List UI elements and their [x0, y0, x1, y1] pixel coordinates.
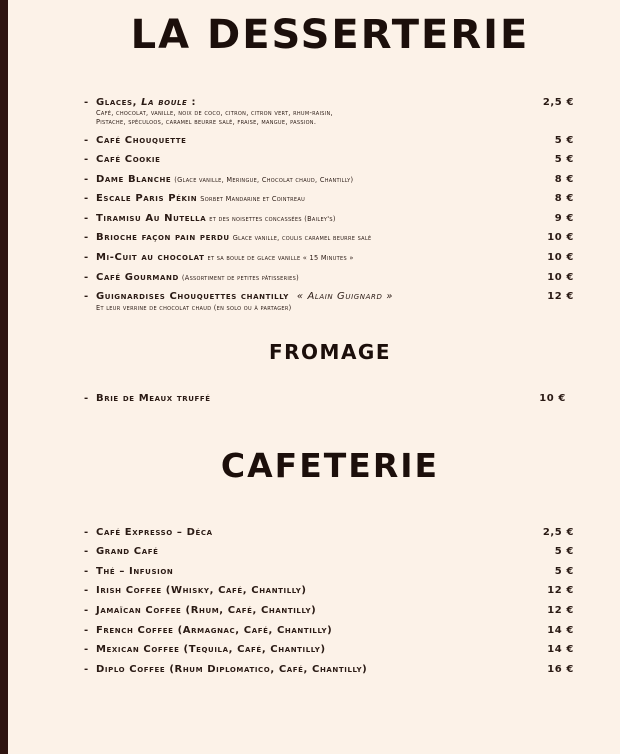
- item-name-text: Tiramisu Au Nutella: [96, 213, 207, 224]
- item-price: 2,5 €: [542, 527, 574, 538]
- item-name: Jamaïcan Coffee (Rhum, Café, Chantilly): [96, 605, 317, 616]
- item-price: 5 €: [554, 566, 574, 577]
- item-subtitle: Glace vanille, coulis caramel beurre salé: [232, 234, 372, 242]
- item-name: Café Cookie: [96, 154, 161, 165]
- item-name: [96, 252, 354, 263]
- bullet-dash: -: [84, 546, 89, 557]
- bullet-dash: -: [84, 97, 89, 108]
- item-description: Pistache, spéculoos, caramel beurre salé, fraise, mangue, passion.: [96, 118, 317, 126]
- item-price: 12 €: [547, 605, 574, 616]
- bullet-dash: -: [84, 291, 89, 302]
- item-price: 12 €: [547, 585, 574, 596]
- item-price: 8 €: [554, 193, 574, 204]
- item-name-text: Café Gourmand: [96, 272, 179, 283]
- bullet-dash: -: [84, 527, 89, 538]
- item-name-text: Brioche façon pain perdu: [96, 232, 230, 243]
- bullet-dash: -: [84, 625, 89, 636]
- item-name-italic: « Alain Guignard »: [296, 291, 394, 302]
- item-price: 8 €: [554, 174, 574, 185]
- item-name: Grand Café: [96, 546, 159, 557]
- item-price: 12 €: [547, 291, 574, 302]
- item-name: Thé – Infusion: [96, 566, 174, 577]
- item-subtitle: et sa boule de glace vanille « 15 Minutes »: [207, 254, 354, 262]
- item-name-text: Dame Blanche: [96, 174, 172, 185]
- item-name: Café Chouquette: [96, 135, 187, 146]
- title-fromage: FROMAGE: [268, 340, 392, 364]
- item-subtitle: et des noisettes concassées (Bailey's): [209, 215, 336, 223]
- bullet-dash: -: [84, 193, 89, 204]
- item-description: Café, chocolat, vanille, noix de coco, citron, citron vert, rhum-raisin,: [96, 109, 333, 117]
- item-name: [96, 213, 336, 224]
- bullet-dash: -: [84, 272, 89, 283]
- item-name: [96, 174, 353, 185]
- item-subtitle: (Assortiment de petites pâtisseries): [181, 274, 299, 282]
- item-name-suffix: :: [187, 97, 197, 108]
- bullet-dash: -: [84, 213, 89, 224]
- bullet-dash: -: [84, 664, 89, 675]
- item-subtitle: Sorbet Mandarine et Cointreau: [200, 195, 306, 203]
- item-name: [96, 291, 393, 302]
- item-price: 14 €: [547, 644, 574, 655]
- item-price: 5 €: [554, 546, 574, 557]
- item-price: 14 €: [547, 625, 574, 636]
- item-name: Brie de Meaux truffé: [96, 393, 211, 404]
- item-name: [96, 272, 299, 283]
- item-price: 9 €: [554, 213, 574, 224]
- title-desserterie: LA DESSERTERIE: [130, 12, 530, 58]
- item-name-italic: La boule: [141, 97, 188, 108]
- item-price: 5 €: [554, 154, 574, 165]
- bullet-dash: -: [84, 566, 89, 577]
- item-price: 5 €: [554, 135, 574, 146]
- title-cafeterie: CAFETERIE: [220, 446, 440, 485]
- item-name: [96, 193, 305, 204]
- item-name-text: Mi-Cuit au chocolat: [96, 252, 205, 263]
- bullet-dash: -: [84, 644, 89, 655]
- item-price: 10 €: [547, 232, 574, 243]
- bullet-dash: -: [84, 232, 89, 243]
- item-subtitle: (Glace vanille, Meringue, Chocolat chaud, Chantilly): [174, 176, 354, 184]
- item-name: French Coffee (Armagnac, Café, Chantilly): [96, 625, 333, 636]
- item-price: 16 €: [547, 664, 574, 675]
- item-name-text: Escale Paris Pékin: [96, 193, 198, 204]
- bullet-dash: -: [84, 135, 89, 146]
- bullet-dash: -: [84, 154, 89, 165]
- item-name: [96, 232, 371, 243]
- bullet-dash: -: [84, 252, 89, 263]
- bullet-dash: -: [84, 605, 89, 616]
- item-name: Diplo Coffee (Rhum Diplomatico, Café, Chantilly): [96, 664, 368, 675]
- item-price: 10 €: [539, 393, 566, 404]
- bullet-dash: -: [84, 174, 89, 185]
- bullet-dash: -: [84, 393, 89, 404]
- item-price: 10 €: [547, 272, 574, 283]
- item-name: Café Expresso – Déca: [96, 527, 213, 538]
- item-name-text: Glaces,: [96, 97, 142, 108]
- item-name: [96, 97, 196, 108]
- item-name: Mexican Coffee (Tequila, Café, Chantilly): [96, 644, 326, 655]
- item-name: Irish Coffee (Whisky, Café, Chantilly): [96, 585, 307, 596]
- item-price: 2,5 €: [542, 97, 574, 108]
- bullet-dash: -: [84, 585, 89, 596]
- item-name-text: Guignardises Chouquettes chantilly: [96, 291, 289, 302]
- item-price: 10 €: [547, 252, 574, 263]
- item-description: Et leur verrine de chocolat chaud (en solo ou à partager): [96, 304, 292, 312]
- left-border-bar: [0, 0, 8, 754]
